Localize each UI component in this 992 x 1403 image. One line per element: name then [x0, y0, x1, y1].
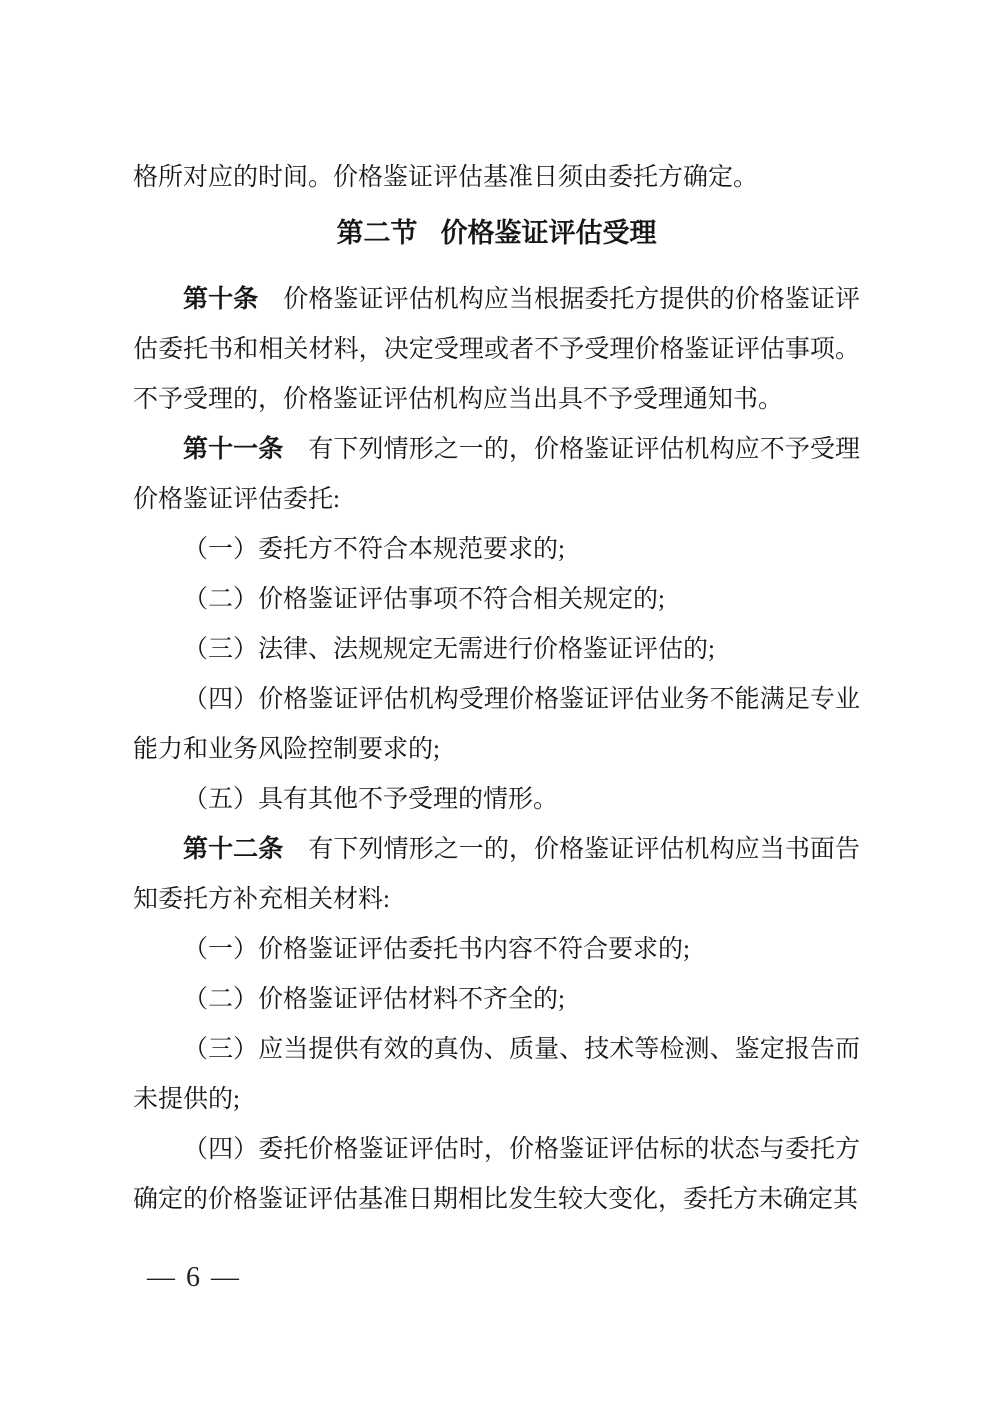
list-item-paragraph: （四）价格鉴证评估机构受理价格鉴证评估业务不能满足专业能力和业务风险控制要求的;	[133, 686, 860, 763]
list-item-paragraph: （一）价格鉴证评估委托书内容不符合要求的;	[183, 936, 690, 963]
list-item-paragraph: （五）具有其他不予受理的情形。	[183, 786, 559, 813]
continuation-paragraph: 格所对应的时间。价格鉴证评估基准日须由委托方确定。	[133, 164, 759, 191]
article-number: 第十二条	[183, 836, 284, 863]
section-heading	[133, 208, 860, 258]
section-title: 价格鉴证评估受理	[440, 218, 657, 248]
article-paragraph: 第十条 价格鉴证评估机构应当根据委托方提供的价格鉴证评估委托书和相关材料，决定受理或者不予受理价格鉴证评估事项。不予受理的，价格鉴证评估机构应当出具不予受理通知书。	[133, 286, 860, 413]
section-number: 第二节	[336, 218, 418, 248]
page-content	[133, 153, 860, 1225]
list-item-paragraph: （四）委托价格鉴证评估时，价格鉴证评估标的状态与委托方确定的价格鉴证评估基准日期相比发生较大变化，委托方未确定其	[133, 1136, 860, 1213]
article-number: 第十条	[183, 286, 259, 313]
article-number: 第十一条	[183, 436, 284, 463]
list-item-paragraph: （三）应当提供有效的真伪、质量、技术等检测、鉴定报告而未提供的;	[133, 1036, 860, 1113]
list-item-paragraph: （二）价格鉴证评估事项不符合相关规定的;	[183, 586, 665, 613]
list-item-paragraph: （三）法律、法规规定无需进行价格鉴证评估的;	[183, 636, 715, 663]
page-number: — 6 —	[147, 1262, 241, 1293]
article-paragraph: 第十二条 有下列情形之一的，价格鉴证评估机构应当书面告知委托方补充相关材料:	[133, 836, 860, 913]
article-paragraph: 第十一条 有下列情形之一的，价格鉴证评估机构应不予受理价格鉴证评估委托:	[133, 436, 860, 513]
paragraph-list	[133, 275, 860, 1225]
list-item-paragraph: （二）价格鉴证评估材料不齐全的;	[183, 986, 565, 1013]
list-item-paragraph: （一）委托方不符合本规范要求的;	[183, 536, 565, 563]
